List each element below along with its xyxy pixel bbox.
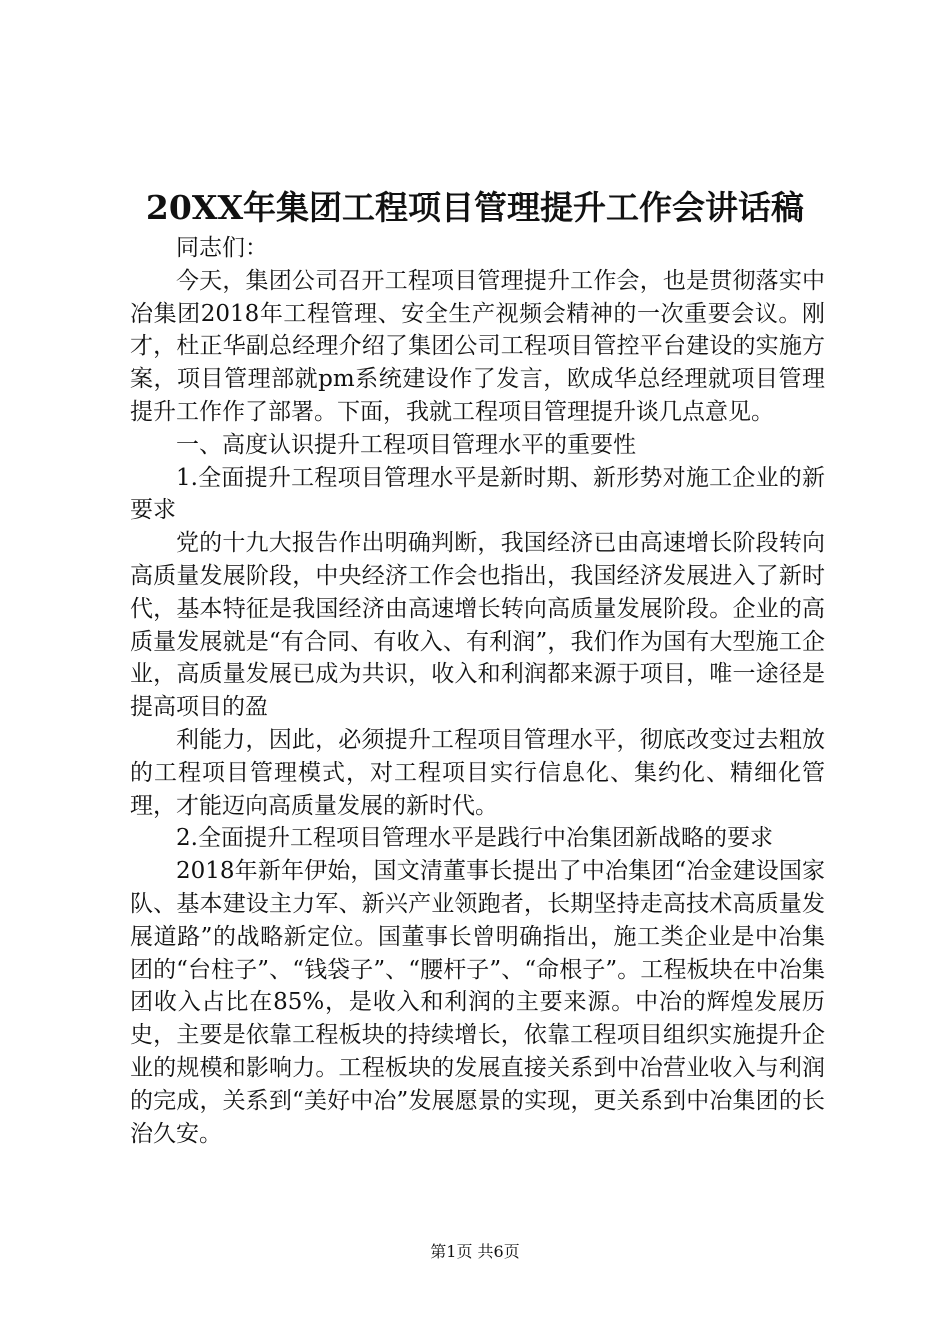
paragraph-intro: 今天，集团公司召开工程项目管理提升工作会，也是贯彻落实中冶集团2018年工程管理、安全生产视频会精神的一次重要会议。刚才，杜正华副总经理介绍了集团公司工程项目管控平台建设的实施方案，项目管理部就pm系统建设作了发言，欧成华总经理就项目管理提升工作作了部署。下面，我就工程项目管理提升谈几点意见。 (130, 267, 825, 425)
page-footer: 第1页 共6页 (430, 1242, 520, 1261)
page-title: 20XX年集团工程项目管理提升工作会讲话稿 (145, 188, 805, 227)
document-body (130, 232, 825, 1150)
subheading-1: 1.全面提升工程项目管理水平是新时期、新形势对施工企业的新要求 (130, 464, 825, 524)
paragraph-body: 党的十九大报告作出明确判断，我国经济已由高速增长阶段转向高质量发展阶段，中央经济工作会也指出，我国经济发展进入了新时代，基本特征是我国经济由高速增长转向高质量发展阶段。企业的高质量发展就是“有合同、有收入、有利润”，我们作为国有大型施工企业，高质量发展已成为共识，收入和利润都来源于项目，唯一途径是提高项目的盈 (130, 530, 825, 721)
subheading-2: 2.全面提升工程项目管理水平是践行中冶集团新战略的要求 (176, 825, 773, 852)
paragraph-body: 2018年新年伊始，国文清董事长提出了中冶集团“冶金建设国家队、基本建设主力军、新兴产业领跑者，长期坚持走高技术高质量发展道路”的战略新定位。国董事长曾明确指出，施工类企业是中冶集团的“台柱子”、“钱袋子”、“腰杆子”、“命根子”。工程板块在中冶集团收入占比在85%，是收入和利润的主要来源。中冶的辉煌发展历史，主要是依靠工程板块的持续增长，依靠工程项目组织实施提升企业的规模和影响力。工程板块的发展直接关系到中冶营业收入与利润的完成，关系到“美好中冶”发展愿景的实现，更关系到中冶集团的长治久安。 (130, 858, 825, 1147)
paragraph-salutation: 同志们： (176, 235, 268, 261)
paragraph-body: 利能力，因此，必须提升工程项目管理水平，彻底改变过去粗放的工程项目管理模式，对工程项目实行信息化、集约化、精细化管理，才能迈向高质量发展的新时代。 (130, 726, 825, 819)
section-heading-1: 一、高度认识提升工程项目管理水平的重要性 (176, 431, 636, 458)
